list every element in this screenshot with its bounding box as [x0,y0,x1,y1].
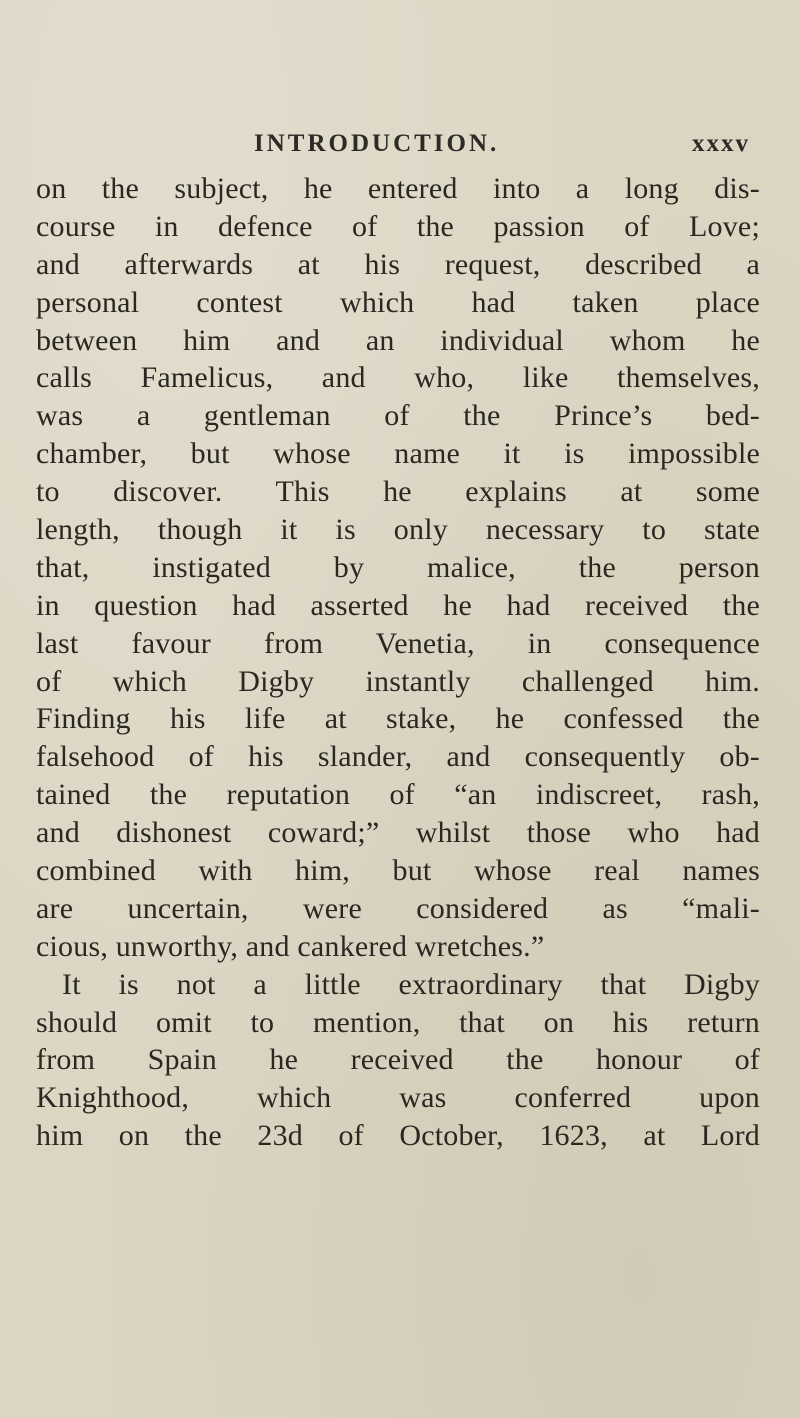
text-line: should omit to mention, that on his return [36,1005,760,1039]
body-text [36,170,760,1155]
text-line: and dishonest coward;” whilst those who had [36,816,760,850]
text-line: course in defence of the passion of Love; [36,209,760,243]
page-number: xxxv [692,130,750,157]
text-line: that, instigated by malice, the person [36,550,760,584]
text-line: are uncertain, were considered as “mali- [36,891,760,925]
running-head: INTRODUCTION. [254,130,500,157]
page-header [254,130,762,166]
text-line: falsehood of his slander, and consequently ob- [36,740,760,774]
text-line: from Spain he received the honour of [36,1043,760,1077]
text-line: him on the 23d of October, 1623, at Lord [36,1119,760,1153]
text-line: combined with him, but whose real names [36,854,760,888]
text-line: on the subject, he entered into a long dis- [36,172,760,205]
text-line: was a gentleman of the Prince’s bed- [36,399,760,433]
text-line: Finding his life at stake, he confessed the [36,702,760,736]
text-line: cious, unworthy, and cankered wretches.” [36,929,545,963]
text-line: and afterwards at his request, described a [36,247,760,281]
text-line: in question had asserted he had received the [36,588,760,622]
text-line: last favour from Venetia, in consequence [36,626,760,660]
text-line: to discover. This he explains at some [36,475,760,509]
text-line: of which Digby instantly challenged him. [36,664,760,698]
text-line: Knighthood, which was conferred upon [36,1081,760,1115]
paragraph-first-line: It is not a little extraordinary that Digby [62,967,760,1001]
text-line: calls Famelicus, and who, like themselves, [36,361,760,395]
text-line: between him and an individual whom he [36,323,760,357]
text-line: length, though it is only necessary to state [36,513,760,547]
text-line: tained the reputation of “an indiscreet, rash, [36,778,760,812]
text-line: chamber, but whose name it is impossible [36,437,760,471]
text-line: personal contest which had taken place [36,285,760,319]
